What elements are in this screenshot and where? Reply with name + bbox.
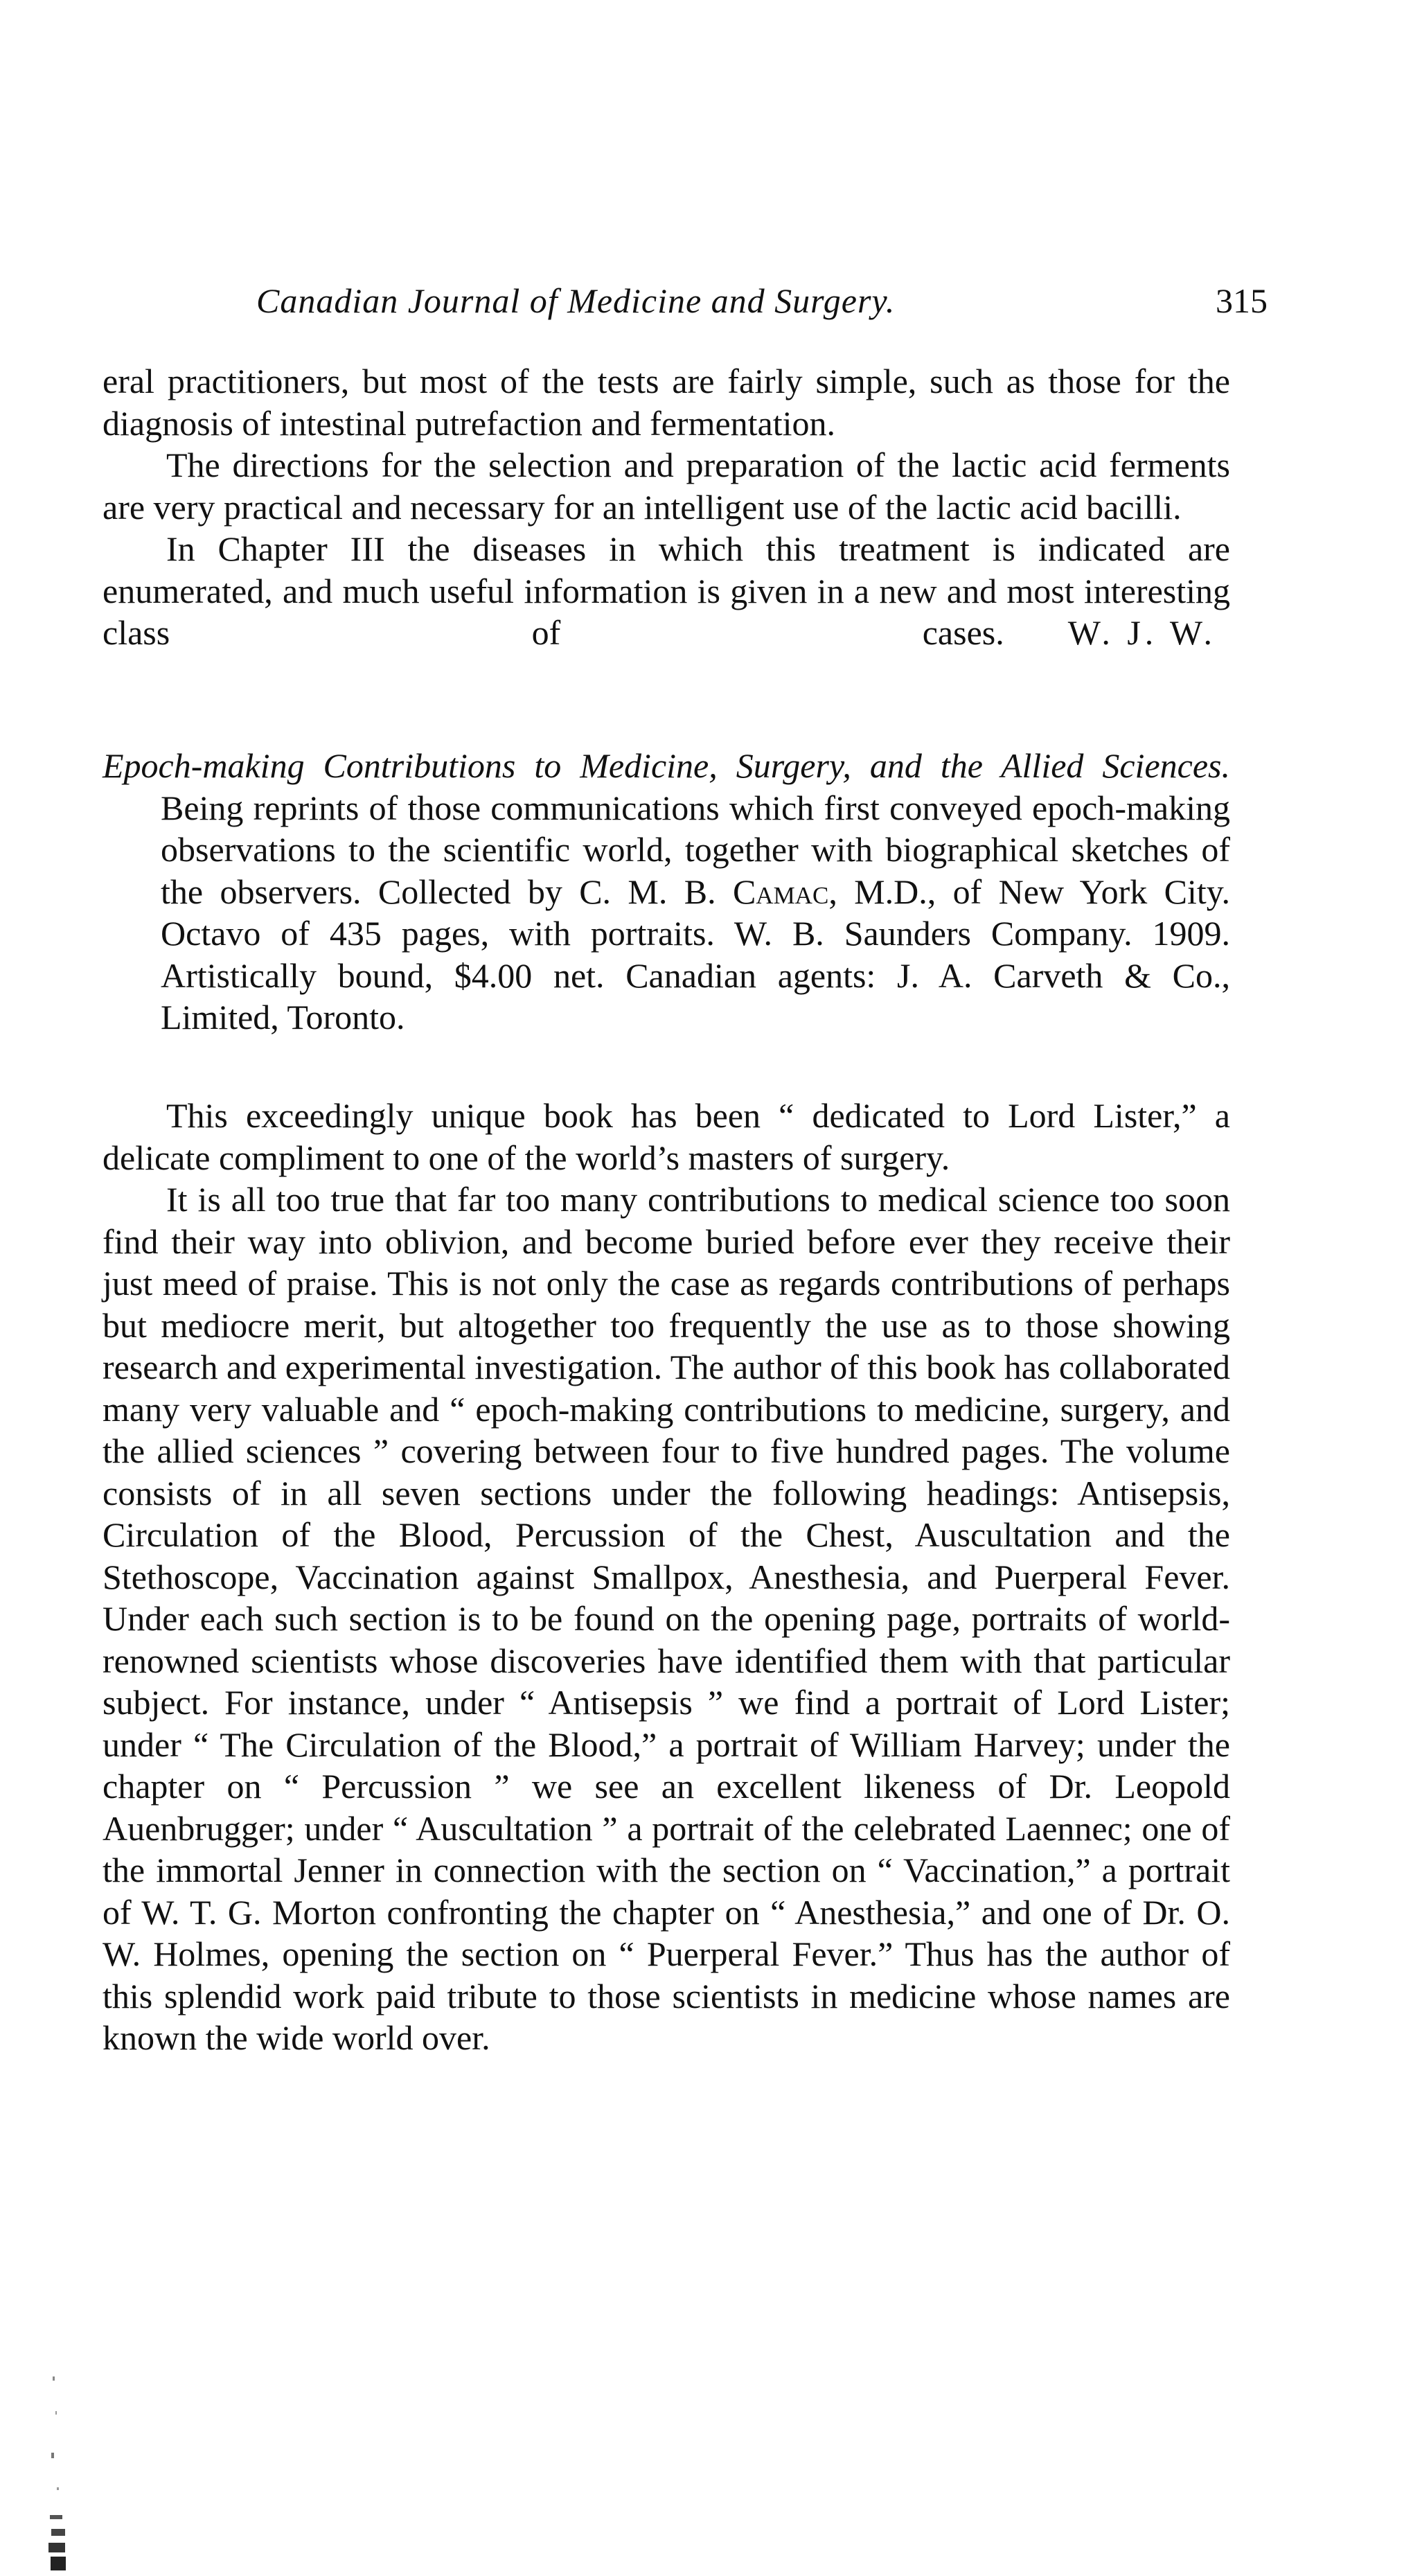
book-title: Epoch-making Contributions to Medicine, Surgery, and the Allied Sciences. (103, 746, 1230, 785)
page-number: 315 (1216, 281, 1268, 320)
book-citation (103, 745, 1230, 1039)
journal-title: Canadian Journal of Medicine and Surgery. (256, 281, 896, 320)
book-review-body (103, 1095, 1230, 2059)
reviewer-initials: W. J. W. (1067, 613, 1216, 652)
paragraph: eral practitioners, but most of the tests are fairly simple, such as those for the diagnosis of intestinal putrefaction and fermentation. (103, 362, 1230, 443)
citation-description: Being reprints of those communications which first conveyed epoch-making observations to the scientific world, together with biographical sketches of the observers. Collected by C. M. B. (161, 788, 1230, 911)
author-name: Camac (732, 872, 829, 911)
paragraph: It is all too true that far too many contributions to medical science too soon find their way into oblivion, and become buried before ever they receive their just meed of praise. This is not only the case as regards contributions of perhaps but mediocre merit, but altogether too frequently the use as to those showing research and experimental investigation. The author of this book has collaborated many very valuable and “ epoch-making contributions to medicine, surgery, and the allied sciences ” covering between four to five hundred pages. The volume consists of in all seven sections under the following headings: Antisepsis, Circulation of the Blood, Percussion of the Chest, Auscultation and the Stethoscope, Vaccination against Smallpox, Anesthesia, and Puerperal Fever. Under each such section is to be found on the opening page, portraits of world-renowned scientists whose discoveries have identified them with that particular subject. For instance, under “ Antisepsis ” we find a portrait of Lord Lister; under “ The Circulation of the Blood,” a portrait of William Harvey; under the chapter on “ Percussion ” we see an excellent likeness of Dr. Leopold Auenbrugger; under “ Auscultation ” a portrait of the celebrated Laennec; one of the immortal Jenner in connection with the section on “ Vaccination,” a portrait of W. T. G. Morton confronting the chapter on “ Anesthesia,” and one of Dr. O. W. Holmes, opening the section on “ Puerperal Fever.” Thus has the author of this splendid work paid tribute to those scientists in medicine whose names are known the wide world over. (103, 1180, 1230, 2057)
running-header (256, 281, 1268, 329)
citation-description-cont: , M.D., of New York City. Octavo of 435 pages, with portraits. W. B. Saunders Company. 1909. Artistically bound, $4.00 net. Canadian agents: J. A. Carveth & Co., Limited, Toronto. (161, 872, 1230, 1036)
paragraph (103, 528, 1230, 654)
paragraph: The directions for the selection and preparation of the lactic acid ferments are very practical and necessary for an intelligent use of the lactic acid bacilli. (103, 445, 1230, 527)
paragraph-text: In Chapter III the diseases in which this treatment is indicated are enumerated, and much useful information is given in a new and most interesting class of cases. (103, 529, 1230, 652)
paragraph: This exceedingly unique book has been “ dedicated to Lord Lister,” a delicate compliment to one of the world’s masters of surgery. (103, 1096, 1230, 1177)
scan-margin-specks (48, 2370, 69, 2576)
previous-review-ending (103, 360, 1230, 654)
